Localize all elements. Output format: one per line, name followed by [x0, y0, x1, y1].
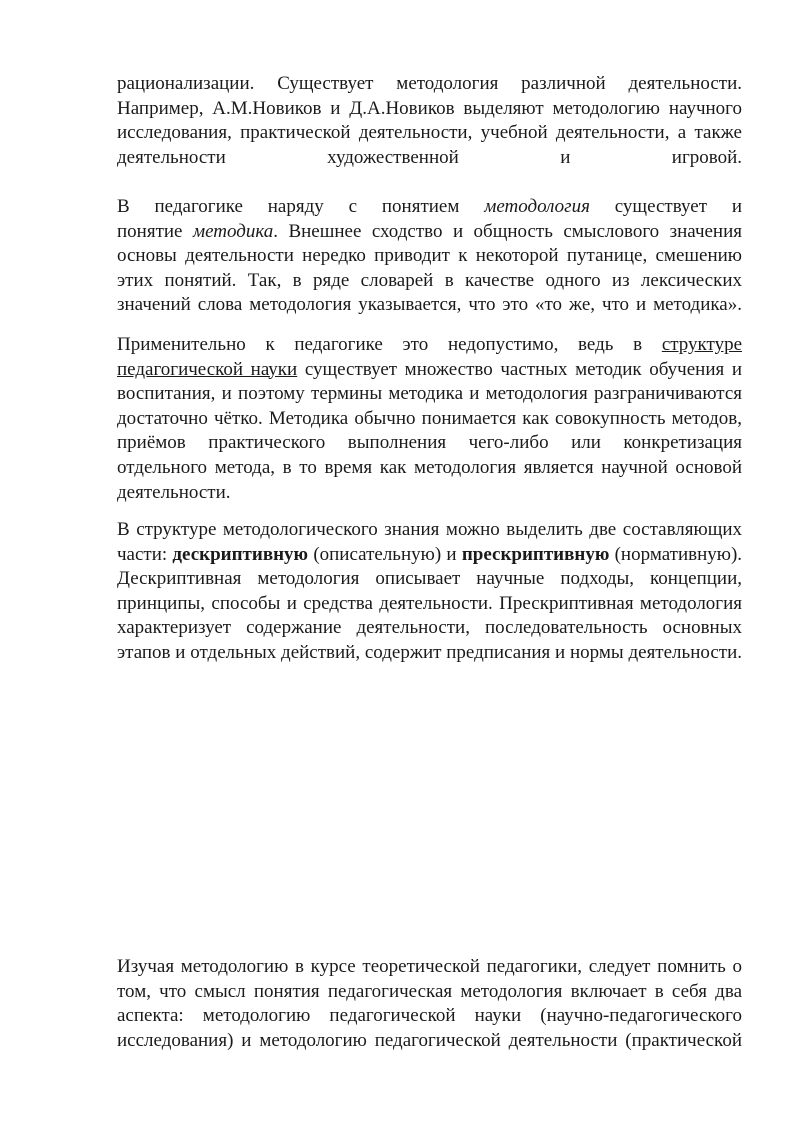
text-line: аспекта: методологию педагогической науки (научно-педагогического [117, 1005, 742, 1027]
text-line: принципы, способы и средства деятельности. Прескриптивная методология [117, 592, 742, 614]
text-run: (описательную) и [313, 543, 457, 565]
text-line: этапов и отдельных действий, содержит предписания и нормы деятельности. [117, 641, 742, 663]
text-line: Изучая методологию в курсе теоретической педагогики, следует помнить о [117, 956, 742, 977]
hyperlink[interactable]: педагогической науки [117, 358, 298, 380]
paragraph-1 [117, 72, 742, 170]
text-run: понятие [117, 220, 183, 242]
text-line [117, 543, 742, 568]
text-line: В структуре методологического знания можно выделить две составляющих [117, 519, 742, 540]
text-line [117, 195, 742, 220]
paragraph-5 [117, 955, 742, 1053]
italic-term: методика [192, 220, 274, 242]
text-run: (нормативную). [614, 543, 743, 565]
text-line: воспитания, и поэтому термины методика и методология разграничиваются [117, 383, 742, 405]
text-line: приёмов практического выполнения чего-либо или конкретизация [117, 432, 742, 454]
text-run: существует и [614, 196, 743, 217]
text-line: Дескриптивная методология описывает научные подходы, концепции, [117, 568, 742, 590]
paragraph-2 [117, 195, 742, 318]
text-line: Например, А.М.Новиков и Д.А.Новиков выделяют методологию научного [117, 97, 742, 119]
text-line [117, 220, 742, 245]
hyperlink[interactable]: структуре [661, 334, 742, 355]
text-run: В педагогике наряду с понятием [117, 196, 460, 217]
text-run: части: [117, 543, 168, 565]
text-line: деятельности. [117, 481, 231, 503]
text-line: достаточно чётко. Методика обычно понимается как совокупность методов, [117, 407, 742, 429]
text-run: Применительно к педагогике это недопустимо, ведь в [117, 334, 643, 355]
text-line: исследования, практической деятельности, учебной деятельности, а также [117, 122, 742, 144]
italic-term: методология [484, 196, 590, 217]
text-line: исследования) и методологию педагогической деятельности (практической [117, 1029, 742, 1051]
bold-term: прескриптивную [461, 543, 610, 565]
text-line: том, что смысл понятия педагогическая методология включает в себя два [117, 980, 742, 1002]
text-line [117, 358, 742, 383]
text-run: . Внешнее сходство и общность смыслового значения [273, 220, 743, 242]
text-line [117, 333, 742, 358]
text-line: основы деятельности нередко приводит к некоторой путанице, смешению [117, 245, 742, 267]
text-run: существует множество частных методик обучения и [304, 358, 742, 380]
paragraph-4 [117, 518, 742, 666]
text-line: отдельного метода, в то время как методология является научной основой [117, 456, 742, 478]
text-line: рационализации. Существует методология различной деятельности. [117, 73, 742, 94]
text-line: деятельности художественной и игровой. [117, 146, 742, 168]
text-line: значений слова методология указывается, что это «то же, что и методика». [117, 294, 742, 316]
paragraph-3 [117, 333, 742, 505]
text-line: этих понятий. Так, в ряде словарей в качестве одного из лексических [117, 269, 742, 291]
bold-term: дескриптивную [172, 543, 309, 565]
text-line: характеризует содержание деятельности, последовательность основных [117, 617, 742, 639]
